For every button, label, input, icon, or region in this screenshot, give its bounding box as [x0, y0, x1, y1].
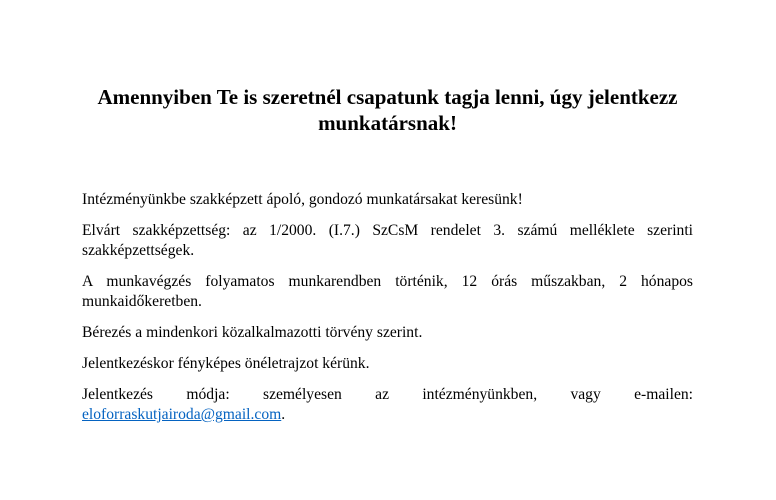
contact-end: . [281, 406, 286, 423]
paragraph-qualification: Elvárt szakképzettség: az 1/2000. (I.7.) SzCsM rendelet 3. számú melléklete szerinti szakképzettségek. [82, 222, 693, 259]
paragraph-contact [82, 385, 693, 425]
document-body [82, 190, 693, 425]
paragraph-salary: Bérezés a mindenkori közalkalmazotti törvény szerint. [82, 324, 423, 341]
paragraph-cv-request: Jelentkezéskor fényképes önéletrajzot kérünk. [82, 355, 370, 372]
document-page [82, 0, 693, 436]
contact-text: Jelentkezés módja: személyesen az intézményünkben, vagy e-mailen: [82, 386, 693, 403]
paragraph-intro: Intézményünkbe szakképzett ápoló, gondozó munkatársakat keresünk! [82, 191, 523, 208]
email-link[interactable]: eloforraskutjairoda@gmail.com [82, 406, 282, 423]
document-heading: Amennyiben Te is szeretnél csapatunk tagja lenni, úgy jelentkezz munkatársnak! [97, 85, 678, 135]
paragraph-work-schedule: A munkavégzés folyamatos munkarendben történik, 12 órás műszakban, 2 hónapos munkaidőkeretben. [82, 273, 693, 310]
